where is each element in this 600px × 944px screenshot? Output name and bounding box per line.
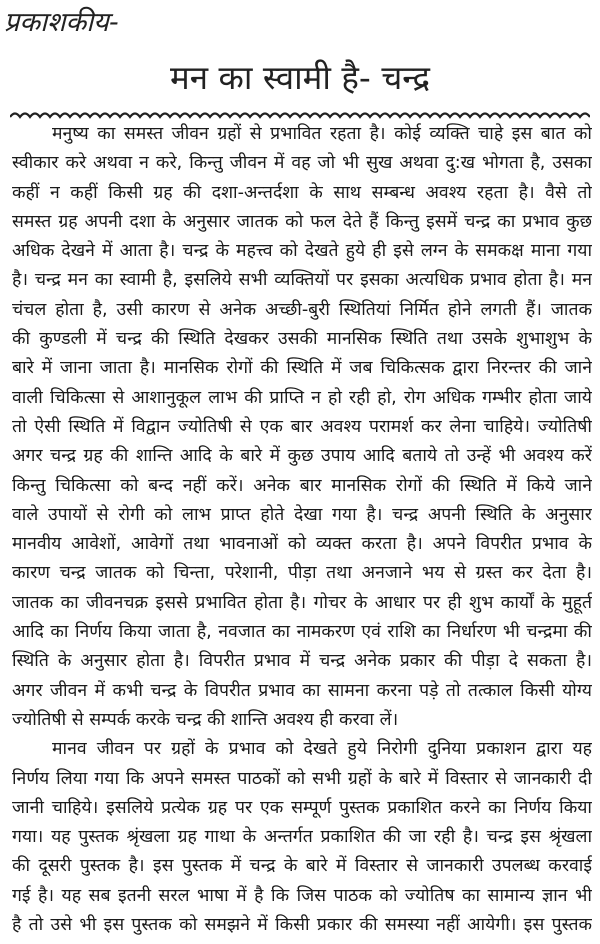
text-line: तो ऐसी स्थिति में विद्वान ज्योतिषी से एक बार अवश्य परामर्श कर लेना चाहिये। ज्योतिषी xyxy=(12,416,592,437)
text-line: अगर चन्द्र ग्रह की शान्ति आदि के बारे में कुछ उपाय आदि बताये तो उन्हें भी अवश्य करें xyxy=(12,446,592,467)
text-line: वाले उपायों से रोगी को लाभ प्राप्त होते देखा गया है। चन्द्र अपनी स्थिति के अनुसार xyxy=(12,504,592,525)
text-line: गई है। यह सब इतनी सरल भाषा में है कि जिस पाठक को ज्योतिष का सामान्य ज्ञान भी xyxy=(12,885,592,906)
text-line: मनुष्य का समस्त जीवन ग्रहों से प्रभावित रहता है। कोई व्यक्ति चाहे इस बात को xyxy=(52,124,592,144)
text-line: चंचल होता है, उसी कारण से अनेक अच्छी-बुरी स्थितियां निर्मित होने लगती हैं। जातक xyxy=(12,299,592,320)
text-line: आदि का निर्णय किया जाता है, नवजात का नामकरण एवं राशि का निर्धारण भी चन्द्रमा की xyxy=(12,622,592,643)
text-line: की दूसरी पुस्तक है। इस पुस्तक में चन्द्र के बारे में विस्तार से जानकारी उपलब्ध करवाई xyxy=(12,856,592,877)
page-title: मन का स्वामी है- चन्द्र xyxy=(169,58,431,97)
text-line: गया। यह पुस्तक श्रृंखला ग्रह गाथा के अन्तर्गत प्रकाशित की जा रही है। चन्द्र इस श्रृंखला xyxy=(12,827,592,848)
text-line: है तो उसे भी इस पुस्तक को समझने में किसी प्रकार की समस्या नहीं आयेगी। इस पुस्तक xyxy=(12,915,592,936)
text-line: अधिक देखने में आता है। चन्द्र के महत्त्व को देखते हुये ही इसे लग्न के समकक्ष माना गया xyxy=(12,241,592,262)
text-line: कहीं न कहीं किसी ग्रह की दशा-अन्तर्दशा के साथ सम्बन्ध अवश्य रहता है। वैसे तो xyxy=(12,182,592,203)
text-line: वाली चिकित्सा से आशानुकूल लाभ की प्राप्ति न हो रही हो, रोग अधिक गम्भीर होता जाये xyxy=(12,387,592,408)
text-line: जानी चाहिये। इसलिये प्रत्येक ग्रह पर एक सम्पूर्ण पुस्तक प्रकाशित करने का निर्णय किया xyxy=(12,797,592,818)
document-body xyxy=(12,120,592,940)
text-line: स्थिति के अनुसार होता है। विपरीत प्रभाव में चन्द्र अनेक प्रकार की पीड़ा दे सकता है। xyxy=(12,651,592,672)
text-line: ज्योतिषी से सम्पर्क करके चन्द्र की शान्ति अवश्य ही करवा लें। xyxy=(12,709,399,730)
text-line: अगर जीवन में कभी चन्द्र के विपरीत प्रभाव का सामना करना पड़े तो तत्काल किसी योग्य xyxy=(12,680,592,701)
text-line: निर्णय लिया गया कि अपने समस्त पाठकों को सभी ग्रहों के बारे में विस्तार से जानकारी दी xyxy=(12,768,592,789)
text-line: की कुण्डली में चन्द्र की स्थिति देखकर उसकी मानसिक स्थिति तथा उसके शुभाशुभ के xyxy=(12,329,592,350)
section-label: प्रकाशकीय- xyxy=(4,7,119,38)
text-line: मानव जीवन पर ग्रहों के प्रभाव को देखते हुये निरोगी दुनिया प्रकाशन द्वारा यह xyxy=(52,739,592,760)
text-line: बारे में जाना जाता है। मानसिक रोगों की स्थिति में जब चिकित्सक द्वारा निरन्तर की जाने xyxy=(12,358,592,379)
text-line: समस्त ग्रह अपनी दशा के अनुसार जातक को फल देते हैं किन्तु इसमें चन्द्र का प्रभाव कुछ xyxy=(12,211,592,232)
text-line: किन्तु चिकित्सा को बन्द नहीं करें। अनेक बार मानसिक रोगों की स्थिति में किये जाने xyxy=(12,475,592,496)
text-line: जातक का जीवनचक्र इससे प्रभावित होता है। गोचर के आधार पर ही शुभ कार्यों के मुहूर्त xyxy=(12,592,592,613)
text-line: है। चन्द्र मन का स्वामी है, इसलिये सभी व्यक्तियों पर इसका अत्यधिक प्रभाव होता है। मन xyxy=(12,270,592,291)
text-line: मानवीय आवेशों, आवेगों तथा भावनाओं को व्यक्त करता है। अपने विपरीत प्रभाव के xyxy=(12,534,592,555)
text-line: स्वीकार करे अथवा न करे, किन्तु जीवन में वह जो भी सुख अथवा दु:ख भोगता है, उसका xyxy=(12,153,592,174)
text-line: कारण चन्द्र जातक को चिन्ता, परेशानी, पीड़ा तथा अनजाने भय से ग्रस्त कर देता है। xyxy=(12,563,592,584)
